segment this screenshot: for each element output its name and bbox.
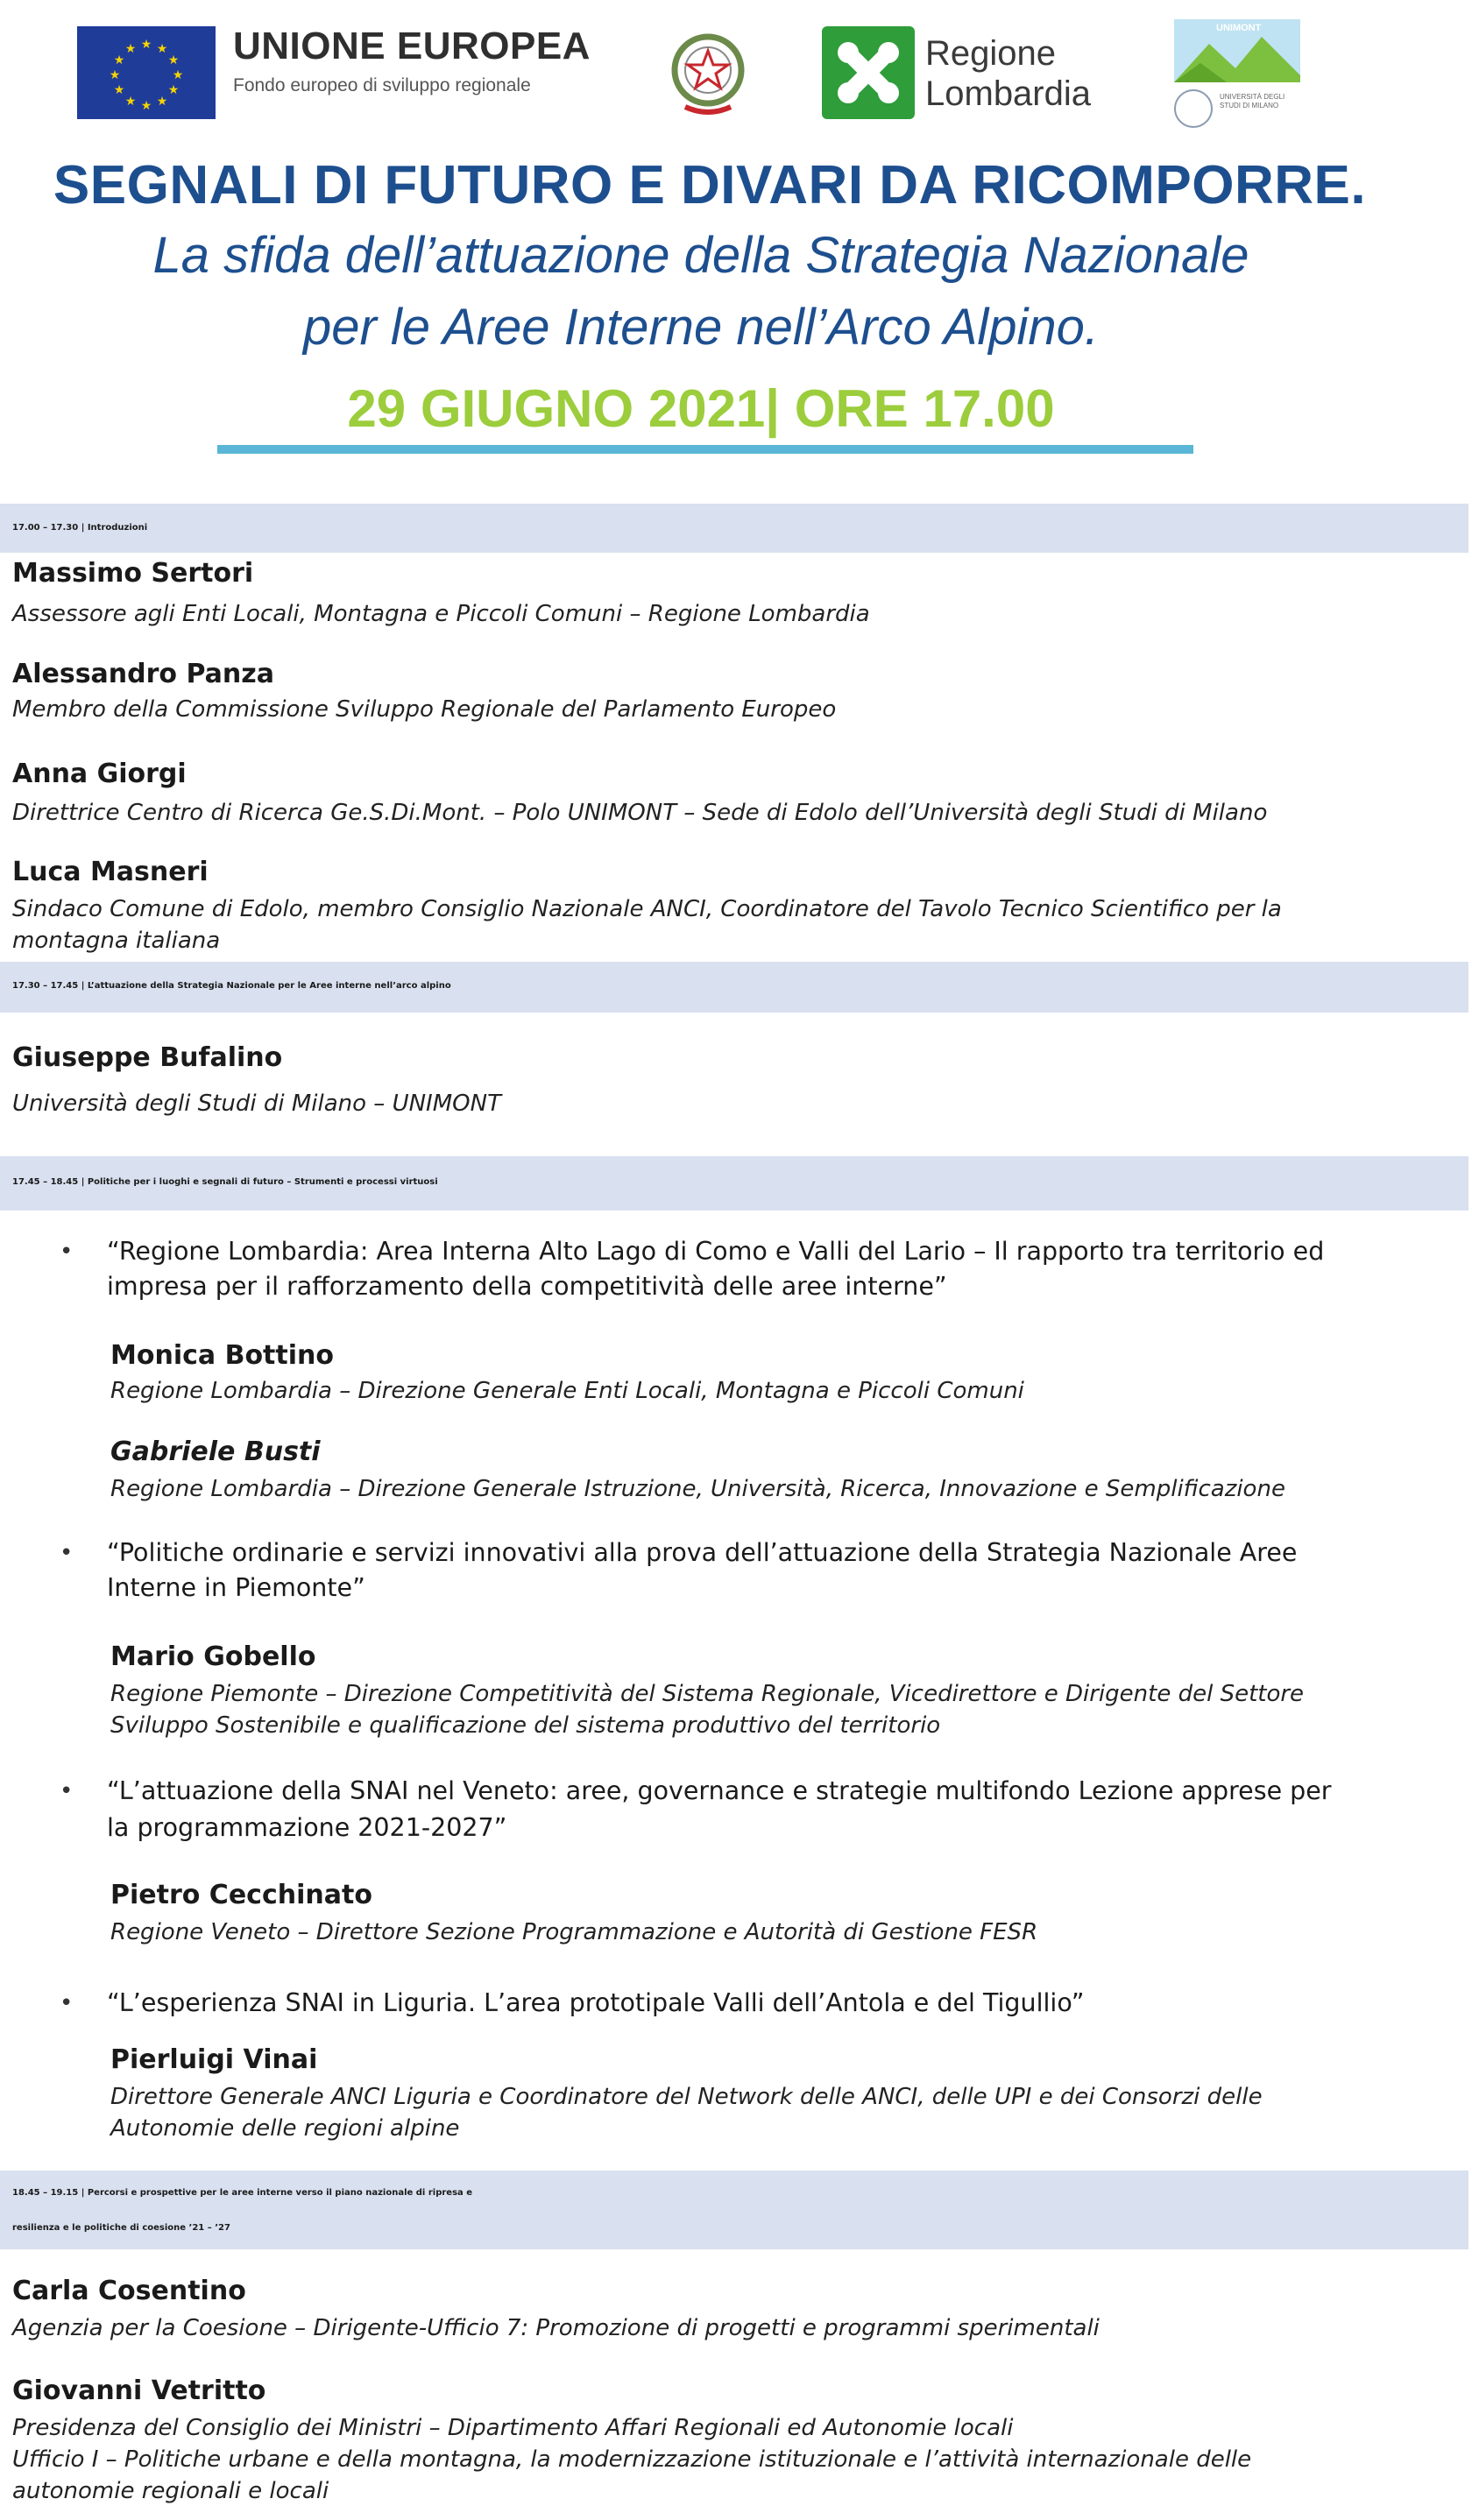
session-heading-text: 18.45 – 19.15 | Percorsi e prospettive per le aree interne verso il piano nazionale di ripresa e <box>12 2188 473 2198</box>
svg-text:★: ★ <box>140 99 152 113</box>
regione-lombardia-logo-icon <box>822 26 915 119</box>
speaker-name: Massimo Sertori <box>12 558 254 589</box>
svg-text:★: ★ <box>140 38 152 52</box>
speaker-name: Mario Gobello <box>110 1641 316 1672</box>
session-heading-text: 17.45 – 18.45 | Politiche per i luoghi e segnali di futuro – Strumenti e processi virtuosi <box>12 1177 438 1187</box>
speaker-name: Giuseppe Bufalino <box>12 1042 283 1073</box>
talk-title: “L’esperienza SNAI in Liguria. L’area prototipale Valli dell’Antola e del Tigullio” <box>107 1988 1085 2017</box>
eu-flag-logo <box>77 26 216 119</box>
talk-title: la programmazione 2021-2027” <box>107 1813 507 1842</box>
session-heading <box>0 1156 1468 1211</box>
eu-stars-icon <box>77 26 216 119</box>
title-divider <box>217 445 1193 454</box>
svg-text:★: ★ <box>167 53 180 67</box>
speaker-role: Regione Piemonte – Direzione Competitività del Sistema Regionale, Vicedirettore e Dirigente del Settore <box>110 1681 1305 1707</box>
svg-text:★: ★ <box>172 68 184 82</box>
session-heading-text: 17.30 – 17.45 | L’attuazione della Strategia Nazionale per le Aree interne nell’arco alpino <box>12 981 451 991</box>
speaker-name: Carla Cosentino <box>12 2276 246 2306</box>
speaker-role: Agenzia per la Coesione – Dirigente-Ufficio 7: Promozione di progetti e programmi sperimentali <box>12 2315 1100 2341</box>
bullet-icon: • <box>60 1239 74 1265</box>
speaker-name: Pierluigi Vinai <box>110 2044 318 2075</box>
speaker-role: Membro della Commissione Sviluppo Regionale del Parlamento Europeo <box>12 696 837 723</box>
italian-republic-emblem-icon <box>666 26 750 121</box>
university-seal-icon <box>1174 89 1213 128</box>
speaker-role: Università degli Studi di Milano – UNIMONT <box>12 1091 501 1117</box>
regione-line1: Regione <box>925 34 1057 73</box>
university-name: UNIVERSITÀ DEGLI STUDI DI MILANO <box>1220 93 1285 109</box>
unimont-mountains-icon <box>1174 19 1300 82</box>
speaker-name: Monica Bottino <box>110 1340 334 1371</box>
event-title: SEGNALI DI FUTURO E DIVARI DA RICOMPORRE. <box>53 155 1367 215</box>
speaker-name: Gabriele Busti <box>110 1436 321 1467</box>
svg-text:★: ★ <box>124 42 137 56</box>
svg-text:★: ★ <box>156 95 168 109</box>
bullet-icon: • <box>60 1990 74 2016</box>
session-heading <box>0 504 1468 553</box>
speaker-name: Luca Masneri <box>12 857 209 887</box>
speaker-role: Direttore Generale ANCI Liguria e Coordinatore del Network delle ANCI, delle UPI e dei Consorzi delle <box>110 2084 1263 2110</box>
talk-title: impresa per il rafforzamento della competitività delle aree interne” <box>107 1272 947 1301</box>
speaker-role: Direttrice Centro di Ricerca Ge.S.Di.Mont. – Polo UNIMONT – Sede di Edolo dell’Università degli Studi di Milano <box>12 800 1268 826</box>
svg-text:★: ★ <box>156 42 168 56</box>
event-date-time: 29 GIUGNO 2021| ORE 17.00 <box>347 379 1055 438</box>
speaker-role: Ufficio I – Politiche urbane e della montagna, la modernizzazione istituzionale e l’attività internazionale delle <box>12 2446 1252 2473</box>
bullet-icon: • <box>60 1778 74 1804</box>
speaker-name: Pietro Cecchinato <box>110 1880 372 1910</box>
speaker-name: Giovanni Vetritto <box>12 2375 266 2406</box>
eu-subtitle: Fondo europeo di sviluppo regionale <box>233 75 531 95</box>
unimont-tag: UNIMONT <box>1216 23 1262 33</box>
event-subtitle-line2: per le Aree Interne nell’Arco Alpino. <box>302 299 1100 356</box>
speaker-role: Presidenza del Consiglio dei Ministri – Dipartimento Affari Regionali ed Autonomie locali <box>12 2415 1014 2441</box>
speaker-name: Anna Giorgi <box>12 759 187 789</box>
bullet-icon: • <box>60 1540 74 1566</box>
regione-lombardia-wordmark <box>925 33 1091 114</box>
speaker-role: Regione Lombardia – Direzione Generale Istruzione, Università, Ricerca, Innovazione e Semplificazione <box>110 1476 1285 1502</box>
svg-text:★: ★ <box>167 83 180 97</box>
session-heading <box>0 2171 1468 2249</box>
logo-header <box>0 0 1472 140</box>
talk-title: “Politiche ordinarie e servizi innovativi alla prova dell’attuazione della Strategia Nazionale Aree <box>107 1538 1298 1567</box>
eu-title: UNIONE EUROPEA <box>233 25 591 67</box>
talk-title: “Regione Lombardia: Area Interna Alto Lago di Como e Valli del Lario – Il rapporto tra territorio ed <box>107 1237 1325 1266</box>
speaker-role: montagna italiana <box>12 928 221 954</box>
session-heading-text: 17.00 – 17.30 | Introduzioni <box>12 523 148 533</box>
svg-text:★: ★ <box>124 95 137 109</box>
speaker-role: Regione Veneto – Direttore Sezione Programmazione e Autorità di Gestione FESR <box>110 1919 1038 1945</box>
talk-title: Interne in Piemonte” <box>107 1573 365 1602</box>
speaker-role: Sindaco Comune di Edolo, membro Consiglio Nazionale ANCI, Coordinatore del Tavolo Tecnico Scientifico per la <box>12 896 1282 922</box>
eu-logo-text <box>233 25 591 96</box>
talk-title: “L’attuazione della SNAI nel Veneto: aree, governance e strategie multifondo Lezione apprese per <box>107 1776 1332 1805</box>
speaker-role: autonomie regionali e locali <box>12 2478 329 2504</box>
svg-text:★: ★ <box>113 53 125 67</box>
speaker-role: Sviluppo Sostenibile e qualificazione del sistema produttivo del territorio <box>110 1712 941 1739</box>
svg-text:★: ★ <box>109 68 121 82</box>
speaker-name: Alessandro Panza <box>12 659 274 689</box>
speaker-role: Autonomie delle regioni alpine <box>110 2115 460 2142</box>
event-subtitle-line1: La sfida dell’attuazione della Strategia Nazionale <box>152 227 1249 284</box>
speaker-role: Regione Lombardia – Direzione Generale Enti Locali, Montagna e Piccoli Comuni <box>110 1378 1024 1404</box>
svg-text:★: ★ <box>113 83 125 97</box>
regione-line2: Lombardia <box>925 74 1092 113</box>
session-heading-text: resilienza e le politiche di coesione ’21 – ’27 <box>12 2223 230 2233</box>
unimont-logo <box>1174 19 1300 131</box>
speaker-role: Assessore agli Enti Locali, Montagna e Piccoli Comuni – Regione Lombardia <box>12 601 870 627</box>
session-heading <box>0 962 1468 1013</box>
